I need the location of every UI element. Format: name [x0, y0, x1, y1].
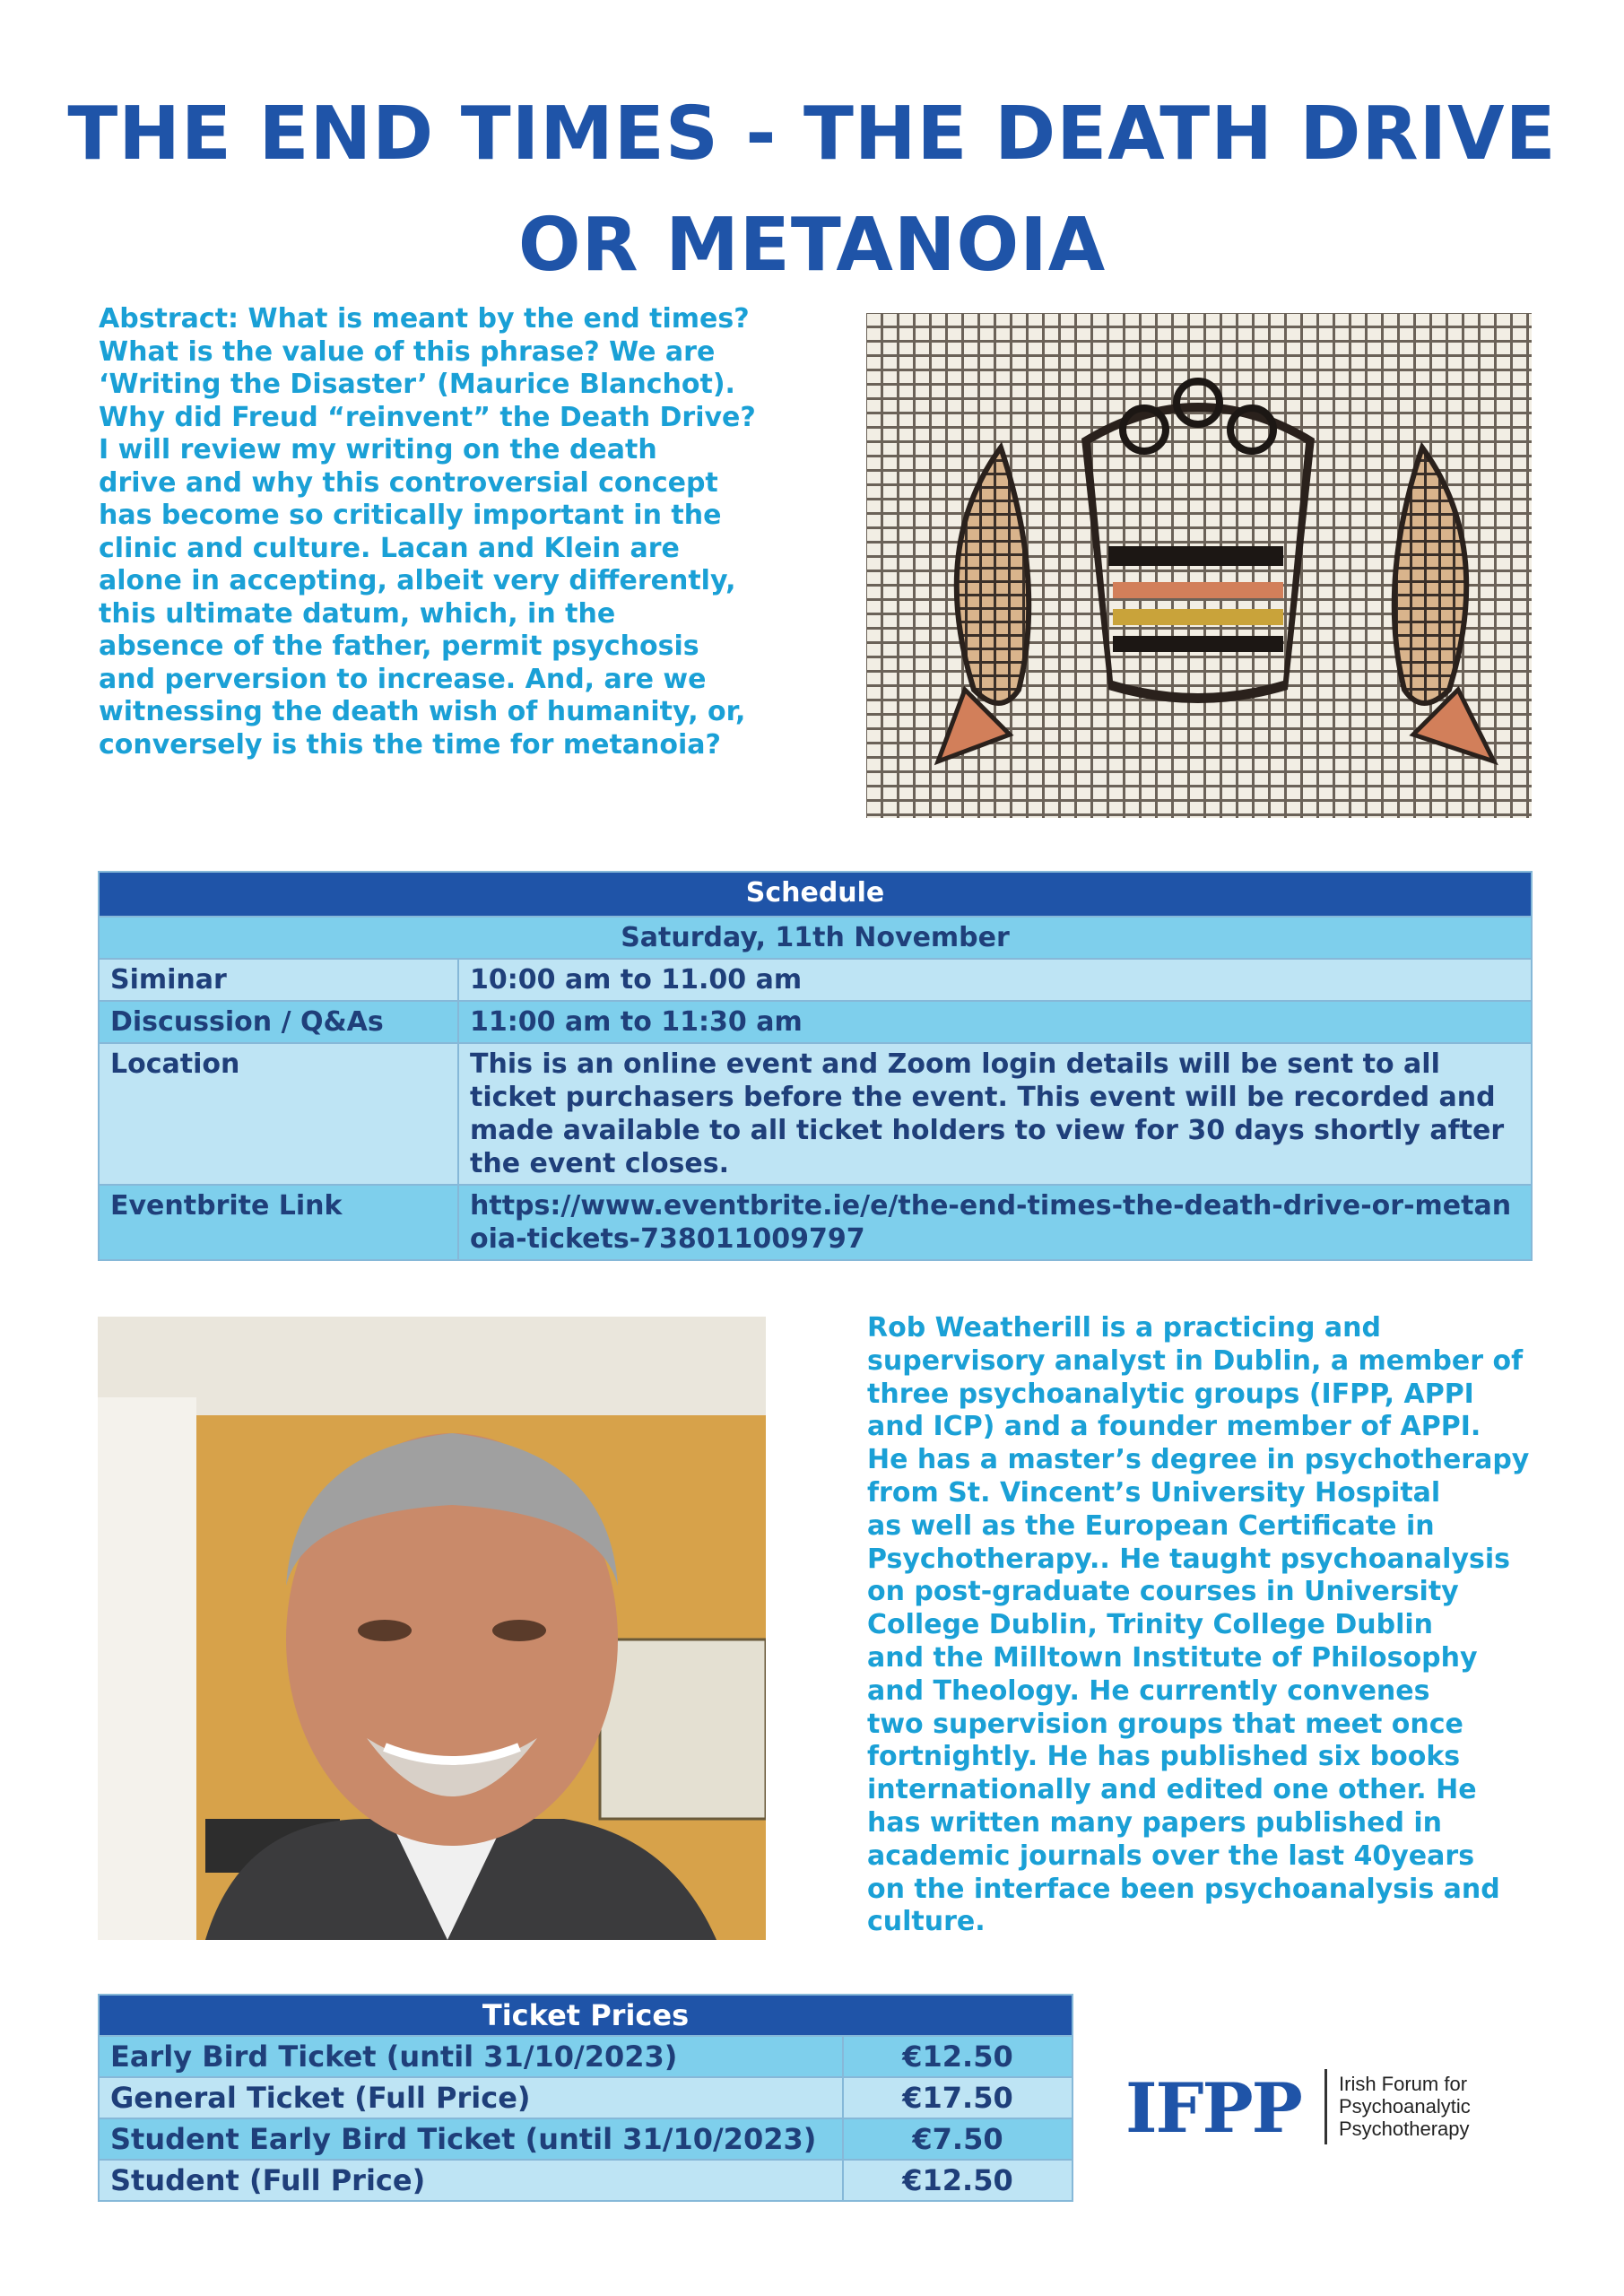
page-title — [54, 79, 1570, 301]
ticket-prices-header: Ticket Prices — [99, 1995, 1073, 2036]
abstract-text: Abstract: What is meant by the end times? What is the value of this phrase? We are ‘Writing the Disaster’ (Maurice Blanchot). Why did Freud “reinvent” the Death Drive? I will review my writing on the death drive and why this controversial concept has become so critically important in the clinic and culture. Lacan and Klein are alone in accepting, albeit very differently, this ultimate datum, which, in the absence of the father, permit psychosis and perversion to increase. And, are we witnessing the death wish of humanity, or, conversely is this the time for metanoia? — [99, 303, 756, 761]
ticket-row — [99, 2160, 1073, 2201]
ticket-price: €17.50 — [843, 2077, 1073, 2118]
ticket-price: €7.50 — [843, 2118, 1073, 2160]
eventbrite-link[interactable]: https://www.eventbrite.ie/e/the-end-times-the-death-drive-or-metanoia-tickets-738011009797 — [458, 1185, 1532, 1260]
schedule-table — [98, 871, 1533, 1261]
schedule-row — [99, 959, 1532, 1001]
ticket-prices-table — [98, 1994, 1073, 2202]
schedule-header: Schedule — [99, 872, 1532, 917]
ticket-price: €12.50 — [843, 2160, 1073, 2201]
mosaic-image — [866, 313, 1532, 818]
speaker-photo — [98, 1317, 766, 1940]
ticket-label: Student Early Bird Ticket (until 31/10/2023) — [99, 2118, 843, 2160]
schedule-label: Location — [99, 1043, 458, 1185]
mosaic-fish-loaves-illustration — [866, 313, 1532, 818]
title-line-1: THE END TIMES - THE DEATH DRIVE — [67, 91, 1557, 177]
ticket-row — [99, 2077, 1073, 2118]
ticket-row — [99, 2036, 1073, 2077]
schedule-value: 11:00 am to 11:30 am — [458, 1001, 1532, 1043]
schedule-label: Eventbrite Link — [99, 1185, 458, 1260]
ticket-label: Early Bird Ticket (until 31/10/2023) — [99, 2036, 843, 2077]
schedule-label: Siminar — [99, 959, 458, 1001]
ticket-price: €12.50 — [843, 2036, 1073, 2077]
ticket-label: General Ticket (Full Price) — [99, 2077, 843, 2118]
ifpp-logo — [1125, 2067, 1502, 2148]
schedule-value: 10:00 am to 11.00 am — [458, 959, 1532, 1001]
speaker-portrait-illustration — [98, 1317, 766, 1940]
speaker-bio: Rob Weatherill is a practicing and supervisory analyst in Dublin, a member of three psychoanalytic groups (IFPP, APPI and ICP) and a founder member of APPI. He has a master’s degree in psychotherapy from St. Vincent’s University Hospital as well as the European Certificate in Psychotherapy.. He taught psychoanalysis on post-graduate courses in University College Dublin, Trinity College Dublin and the Milltown Institute of Philosophy and Theology. He currently convenes two supervision groups that meet once fortnightly. He has published six books internationally and edited one other. He has written many papers published in academic journals over the last 40years on the interface been psychoanalysis and culture. — [867, 1312, 1530, 1938]
logo-text: Irish Forum for Psychoanalytic Psychotherapy — [1339, 2073, 1471, 2140]
schedule-row — [99, 1185, 1532, 1260]
schedule-value: This is an online event and Zoom login details will be sent to all ticket purchasers before the event. This event will be recorded and made available to all ticket holders to view for 30 days shortly after the event closes. — [458, 1043, 1532, 1185]
schedule-row — [99, 1001, 1532, 1043]
logo-divider — [1324, 2069, 1327, 2144]
ticket-label: Student (Full Price) — [99, 2160, 843, 2201]
ticket-row — [99, 2118, 1073, 2160]
logo-mark: IFPP — [1125, 2068, 1301, 2148]
title-line-2: OR METANOIA — [517, 203, 1107, 288]
schedule-date: Saturday, 11th November — [99, 917, 1532, 959]
schedule-label: Discussion / Q&As — [99, 1001, 458, 1043]
schedule-row — [99, 1043, 1532, 1185]
